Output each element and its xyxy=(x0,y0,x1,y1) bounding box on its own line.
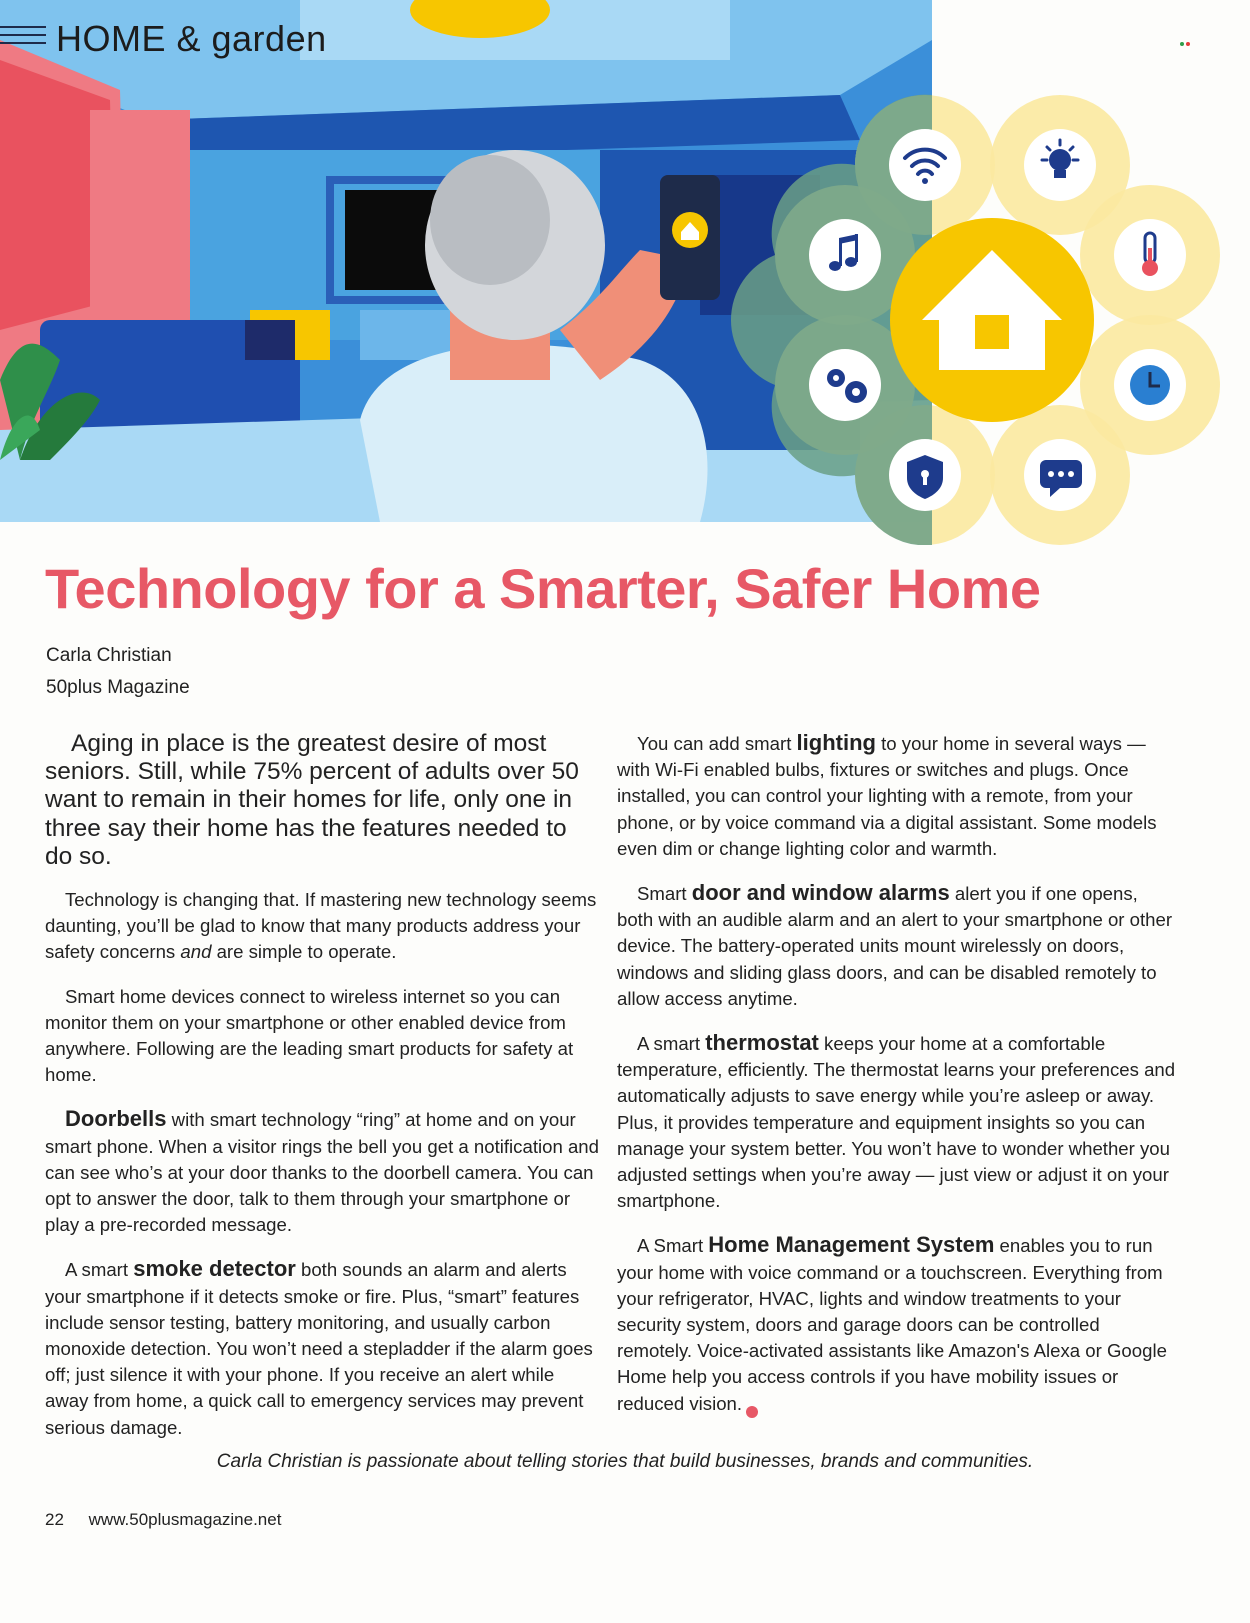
text-run: both sounds an alarm and alerts your smartphone if it detects smoke or fire. Plus, “smart” features include sensor testing, battery monitoring, and usually carbon monoxide detection. You won’t need a stepladder if the alarm goes off; just silence it with your phone. If you receive an alert while away from home, a quick call to emergency services may prevent serious damage. xyxy=(45,1259,593,1438)
text-run: with smart technology “ring” at home and on your smart phone. When a visitor rings the bell you get a notification and can see who’s at your door thanks to the doorbell camera. You can opt to answer the door, talk to them through your smartphone or play a pre-recorded message. xyxy=(45,1109,599,1236)
keyword-thermostat: thermostat xyxy=(705,1030,819,1056)
paragraph-devices: Smart home devices connect to wireless internet so you can monitor them on your smartphone or other enabled device from anywhere. Following are the leading smart products for safety at home. xyxy=(45,985,574,1086)
keyword-door-window-alarms: door and window alarms xyxy=(691,880,950,906)
paragraph-home-management xyxy=(617,1232,1177,1417)
paragraph-smoke-detector xyxy=(45,1256,600,1440)
left-column xyxy=(45,730,600,1459)
text-run: A smart xyxy=(65,1259,134,1281)
author-name: Carla Christian xyxy=(46,645,172,666)
website-url: www.50plusmagazine.net xyxy=(88,1510,282,1529)
text-run: are simple to operate. xyxy=(211,941,397,963)
paragraph-lighting xyxy=(617,730,1177,862)
text-run: You can add smart xyxy=(637,733,797,754)
paragraph-technology xyxy=(45,887,600,966)
text-run: to your home in several ways — with Wi-Fi enabled bulbs, fixtures or switches and plugs. Once installed, you can control your lighting with a remote, from your phone, or by voice command via a digital assistant. Some models even dim or change lighting color and warmth. xyxy=(617,733,1157,859)
lede-paragraph: Aging in place is the greatest desire of most seniors. Still, while 75% percent of adults over 50 want to remain in their homes for life, only one in three say their home has the features needed to do so. xyxy=(45,730,579,870)
text-run: Technology is changing that. If mastering new technology seems daunting, you’ll be glad to know that many products address your safety concerns xyxy=(45,889,597,963)
hero-illustration xyxy=(0,0,1250,545)
byline xyxy=(46,640,190,704)
paragraph-doorbells xyxy=(45,1106,600,1238)
right-column xyxy=(617,730,1177,1436)
keyword-smoke-detector: smoke detector xyxy=(133,1256,296,1282)
clock-icon xyxy=(1130,365,1170,405)
page-footer xyxy=(45,1510,301,1530)
text-run: enables you to run your home with voice command or a touchscreen. Everything from your refrigerator, HVAC, lights and window treatments to your security system, doors and garage doors can be controlled remotely. Voice-activated assistants like Amazon's Alexa or Google Home help you access controls if you have mobility issues or reduced vision. xyxy=(617,1235,1167,1414)
text-run: alert you if one opens, both with an audible alarm and an alert to your smartphone or other device. The battery-operated units mount wirelessly on doors, windows and sliding glass doors, and can be disabled remotely to allow access anytime. xyxy=(617,883,1173,1009)
emphasis-and: and xyxy=(180,941,212,963)
publication-name: 50plus Magazine xyxy=(46,677,190,698)
text-run: A Smart xyxy=(637,1235,709,1257)
text-run: Smart xyxy=(637,883,692,905)
text-run: A smart xyxy=(637,1033,706,1055)
section-label: HOME & garden xyxy=(56,18,327,59)
menu-lines-decoration xyxy=(0,26,46,50)
corner-dots-decoration xyxy=(1178,33,1190,51)
end-mark-dot xyxy=(746,1406,758,1418)
page-number: 22 xyxy=(45,1510,64,1529)
keyword-doorbells: Doorbells xyxy=(65,1106,167,1132)
keyword-lighting: lighting xyxy=(796,730,876,755)
paragraph-thermostat xyxy=(617,1030,1177,1214)
paragraph-alarms xyxy=(617,880,1177,1012)
text-run: keeps your home at a comfortable temperature, efficiently. The thermostat learns your preferences and automatically adjusts to save energy while you’re asleep or away. Plus, it provides temperature and equipment insights so you can manage your system better. You won’t have to wonder whether you adjusted settings when you’re away — just view or adjust it on your smartphone. xyxy=(617,1033,1176,1212)
author-bio: Carla Christian is passionate about telling stories that build businesses, brands and communities. xyxy=(216,1451,1034,1472)
article-title: Technology for a Smarter, Safer Home xyxy=(45,557,1041,620)
keyword-home-management-system: Home Management System xyxy=(708,1232,995,1258)
